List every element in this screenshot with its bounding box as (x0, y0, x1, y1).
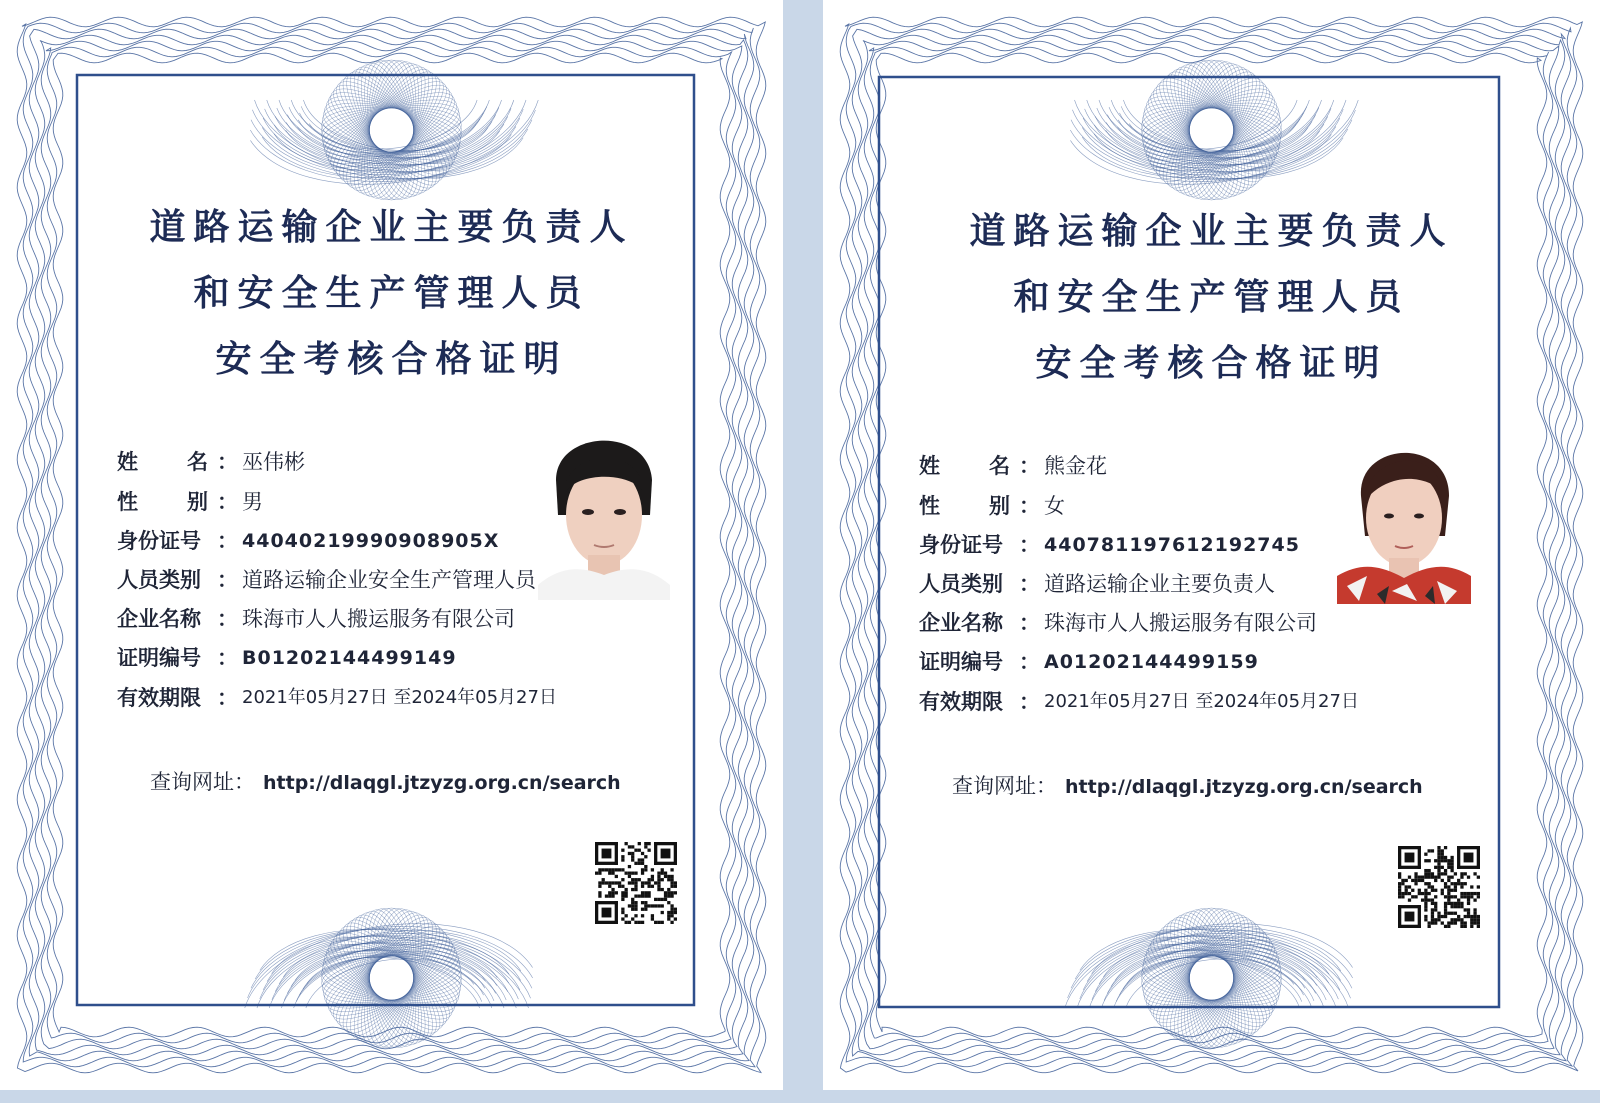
title-line-3: 安全考核合格证明 (1035, 342, 1388, 384)
label-cert-number: 证明编号 (919, 649, 1003, 674)
query-url[interactable]: http://dlaqgl.jtzyzg.org.cn/search (1065, 776, 1423, 798)
field-category (117, 562, 557, 598)
label-colon: ： (217, 606, 238, 631)
separator-strip (783, 0, 823, 1103)
label-colon: ： (217, 567, 238, 592)
label-validity: 有效期限 (117, 685, 201, 710)
label-colon: ： (1019, 571, 1040, 596)
value-name: 巫伟彬 (242, 450, 305, 474)
value-id-number: 44040219990908905X (242, 530, 500, 552)
label-gender-char2: 别 (187, 489, 208, 514)
label-category: 人员类别 (117, 567, 201, 592)
label-colon: ： (1019, 453, 1040, 478)
field-category (919, 566, 1359, 602)
value-company: 珠海市人人搬运服务有限公司 (1044, 611, 1317, 635)
value-validity: 2021年05月27日 至2024年05月27日 (242, 687, 557, 708)
title-line-2: 和安全生产管理人员 (1013, 276, 1410, 318)
field-cert-number (117, 640, 557, 676)
label-colon: ： (1019, 532, 1040, 557)
field-company (117, 601, 557, 637)
certificate-right (823, 0, 1600, 1090)
label-colon: ： (217, 528, 238, 553)
qr-code-icon (1398, 846, 1480, 928)
label-colon: ： (217, 645, 238, 670)
label-colon: ： (217, 449, 238, 474)
certificate-left (0, 0, 783, 1090)
field-gender (117, 484, 557, 520)
value-gender: 女 (1044, 494, 1065, 518)
value-cert-number: B01202144499149 (242, 647, 457, 669)
value-company: 珠海市人人搬运服务有限公司 (242, 607, 515, 631)
label-cert-number: 证明编号 (117, 645, 201, 670)
value-category: 道路运输企业主要负责人 (1044, 572, 1275, 596)
label-colon: ： (1019, 493, 1040, 518)
label-colon: ： (1019, 610, 1040, 635)
label-colon: ： (217, 685, 238, 710)
title-line-3: 安全考核合格证明 (215, 338, 568, 380)
value-cert-number: A01202144499159 (1044, 651, 1259, 673)
label-id-number: 身份证号 (117, 528, 201, 553)
field-company (919, 605, 1359, 641)
label-query: 查询网址： (150, 770, 255, 794)
value-category: 道路运输企业安全生产管理人员 (242, 568, 536, 592)
bottom-strip (0, 1090, 1600, 1103)
field-name (117, 444, 557, 480)
field-id-number (117, 523, 557, 559)
label-gender-char2: 别 (989, 493, 1010, 518)
label-validity: 有效期限 (919, 689, 1003, 714)
label-colon: ： (217, 489, 238, 514)
value-gender: 男 (242, 490, 263, 514)
field-id-number (919, 527, 1359, 563)
label-company: 企业名称 (117, 606, 201, 631)
query-url-row (952, 769, 1423, 803)
holder-photo (538, 420, 670, 600)
label-name-char2: 名 (187, 449, 208, 474)
label-colon: ： (1019, 649, 1040, 674)
field-validity (919, 684, 1419, 720)
field-cert-number (919, 644, 1359, 680)
qr-code-icon (595, 842, 677, 924)
title-line-1: 道路运输企业主要负责人 (149, 206, 634, 248)
value-id-number: 440781197612192745 (1044, 534, 1300, 556)
label-gender-char1: 性 (919, 493, 940, 518)
field-name (919, 448, 1359, 484)
field-gender (919, 488, 1359, 524)
label-name-char1: 姓 (919, 453, 940, 478)
query-url-row (150, 765, 621, 799)
field-validity (117, 680, 617, 716)
label-query: 查询网址： (952, 774, 1057, 798)
query-url[interactable]: http://dlaqgl.jtzyzg.org.cn/search (263, 772, 621, 794)
title-line-2: 和安全生产管理人员 (193, 272, 590, 314)
label-id-number: 身份证号 (919, 532, 1003, 557)
label-name-char2: 名 (989, 453, 1010, 478)
label-name-char1: 姓 (117, 449, 138, 474)
value-validity: 2021年05月27日 至2024年05月27日 (1044, 691, 1359, 712)
title-line-1: 道路运输企业主要负责人 (969, 210, 1454, 252)
value-name: 熊金花 (1044, 454, 1107, 478)
label-company: 企业名称 (919, 610, 1003, 635)
label-category: 人员类别 (919, 571, 1003, 596)
label-colon: ： (1019, 689, 1040, 714)
label-gender-char1: 性 (117, 489, 138, 514)
